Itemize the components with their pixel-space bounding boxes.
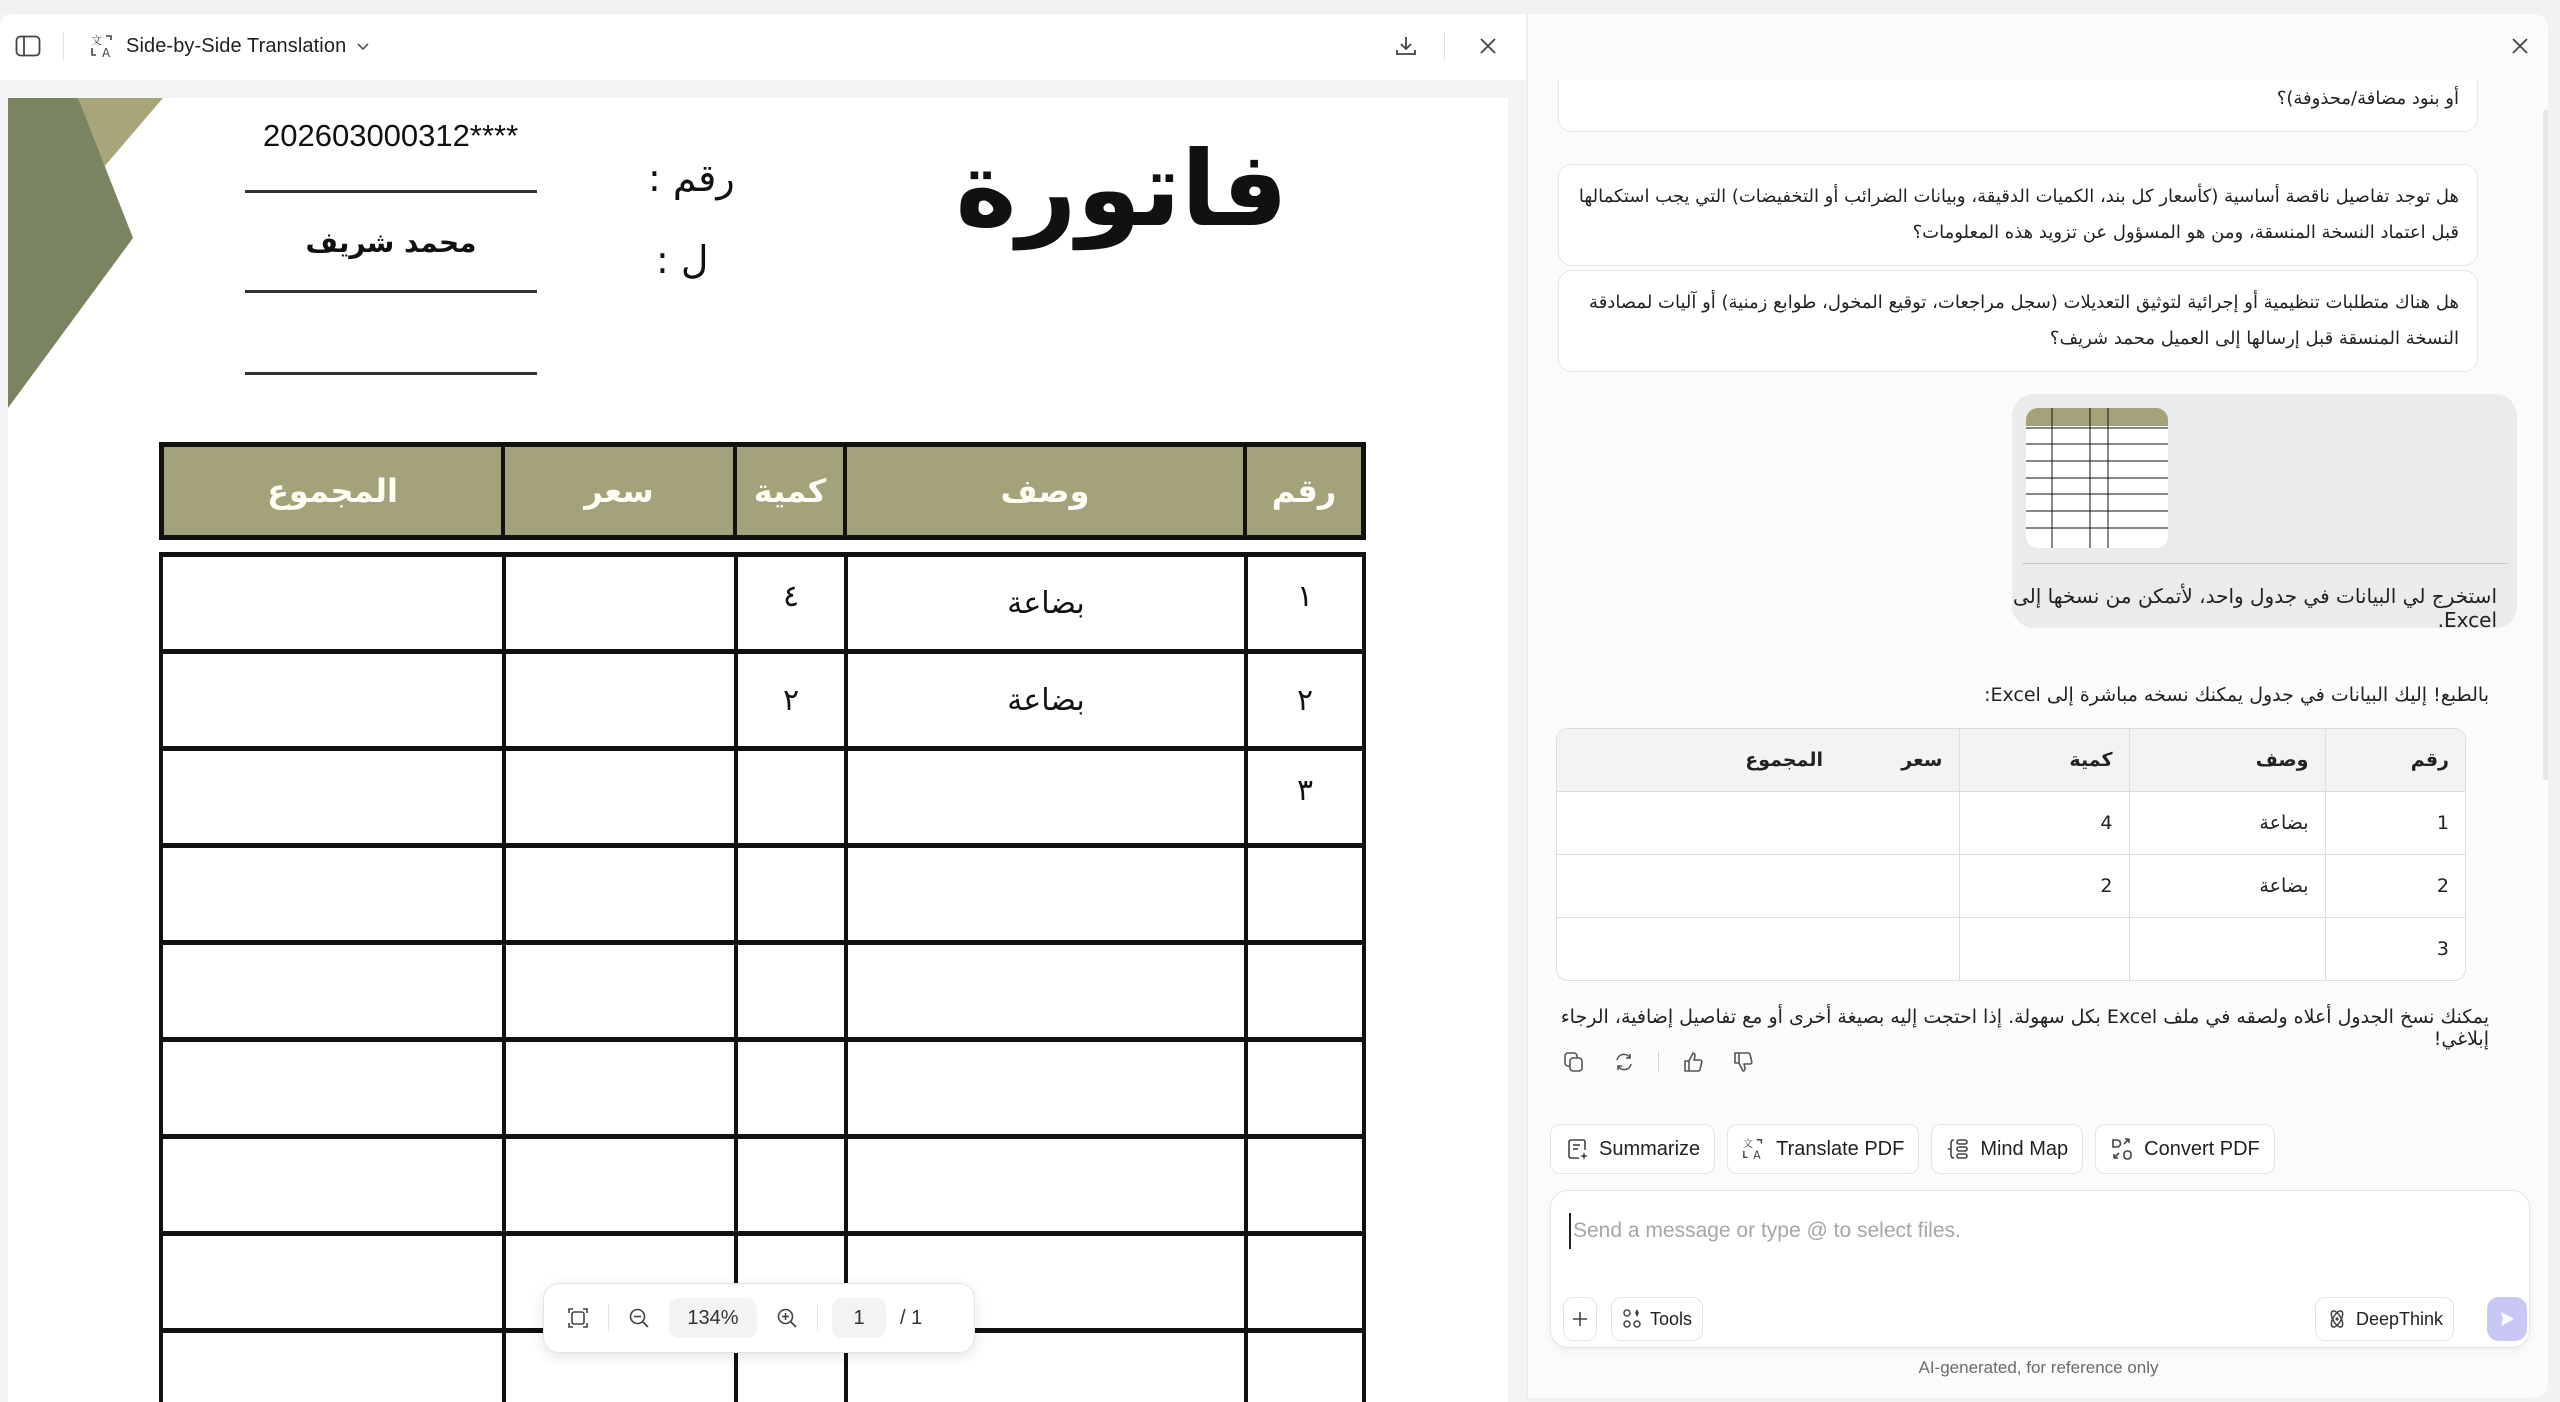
table-row (159, 940, 1366, 1037)
cell-description (844, 848, 1244, 940)
translate-pdf-label: Translate PDF (1776, 1137, 1905, 1160)
invoice-table-body (159, 552, 1366, 1402)
invoice-table-header (159, 442, 1366, 540)
pdf-page (8, 98, 1508, 1402)
table-row (159, 843, 1366, 940)
close-icon (1478, 36, 1498, 56)
invoice-number: 202603000312**** (263, 118, 519, 153)
chat-scrollbar[interactable] (2543, 110, 2548, 780)
cell-quantity: ٤ (734, 557, 844, 649)
sidebar-icon (15, 35, 41, 57)
cell-number (1244, 945, 1362, 1037)
cell-number (1244, 1236, 1362, 1328)
deepthink-toggle[interactable] (2315, 1297, 2454, 1341)
zoom-in-button[interactable] (771, 1302, 803, 1334)
page-total: / 1 (900, 1306, 923, 1329)
sidebar-toggle-button[interactable] (12, 30, 44, 62)
cell-quantity (734, 945, 844, 1037)
table-cell (1959, 917, 2129, 980)
cell-number (1244, 1333, 1362, 1402)
cell-description: بضاعة (844, 557, 1244, 649)
cell-description (844, 1139, 1244, 1231)
column-header-number: رقم (1243, 447, 1361, 535)
table-row (1557, 854, 2465, 917)
deepthink-label: DeepThink (2356, 1308, 2444, 1329)
suggested-question-text: أو بنود مضافة/محذوفة)؟ (2276, 88, 2459, 109)
message-actions (1558, 1046, 1759, 1078)
cell-total (163, 1139, 502, 1231)
summarize-button[interactable] (1550, 1124, 1715, 1174)
send-icon (2498, 1310, 2516, 1328)
suggested-question-text: هل توجد تفاصيل ناقصة أساسية (كأسعار كل بند، الكميات الدقيقة، وبيانات الضرائب أو التخفيضات) التي يجب استكمالها قبل اعتماد النسخة المنسقة، ومن هو المسؤول عن تزويد هذه المعلومات؟ (1578, 186, 2459, 243)
cell-total (163, 557, 502, 649)
column-header: المجموع (1557, 729, 1839, 791)
to-label: ل : (656, 238, 709, 282)
tools-label: Tools (1650, 1308, 1693, 1329)
fit-page-button[interactable] (562, 1302, 594, 1334)
table-cell (2129, 917, 2325, 980)
svg-text:A: A (102, 46, 111, 59)
cell-number: ١ (1244, 557, 1362, 649)
table-cell: بضاعة (2129, 791, 2325, 854)
toolbar-divider (1444, 32, 1445, 60)
message-composer (1550, 1190, 2530, 1348)
table-row (159, 1037, 1366, 1134)
translation-mode-dropdown[interactable] (90, 28, 370, 64)
ai-response-table (1556, 728, 2466, 981)
cell-quantity: ٢ (734, 654, 844, 746)
blank-underline (245, 372, 537, 375)
bubble-divider (2022, 563, 2507, 564)
quick-actions (1550, 1124, 2275, 1174)
zoom-level[interactable]: 134% (669, 1298, 757, 1338)
table-cell: 1 (2325, 791, 2465, 854)
cell-total (163, 654, 502, 746)
column-header-price: سعر (501, 447, 733, 535)
decorative-corner-shape (8, 98, 178, 418)
cell-price (502, 1042, 734, 1134)
thumbs-up-button[interactable] (1677, 1046, 1709, 1078)
cell-price (502, 945, 734, 1037)
copy-icon (1563, 1051, 1585, 1073)
table-cell: 2 (1959, 854, 2129, 917)
thumbs-down-button[interactable] (1727, 1046, 1759, 1078)
convert-pdf-button[interactable] (2095, 1124, 2275, 1174)
zoom-toolbar-divider (817, 1305, 818, 1331)
zoom-toolbar (543, 1283, 975, 1353)
ai-response-outro: يمكنك نسخ الجدول أعلاه ولصقه في ملف Excel بكل سهولة. إذا احتجت إليه بصيغة أخرى أو مع تفاصيل إضافية، الرجاء إبلاغي! (1560, 1006, 2489, 1050)
mind-map-icon (1946, 1137, 1970, 1161)
table-thumbnail-image (2026, 408, 2168, 548)
chat-panel (1527, 14, 2548, 1398)
summarize-icon (1565, 1137, 1589, 1161)
svg-text:文: 文 (91, 34, 102, 47)
mind-map-button[interactable] (1931, 1124, 2083, 1174)
table-row (159, 649, 1366, 746)
chevron-down-icon (356, 41, 370, 51)
mind-map-label: Mind Map (1980, 1137, 2069, 1160)
cell-price (502, 1139, 734, 1231)
table-row (159, 1134, 1366, 1231)
pdf-canvas[interactable] (0, 80, 1526, 1402)
cell-total (163, 1333, 502, 1402)
thumbs-down-icon (1732, 1051, 1754, 1073)
cell-quantity (734, 1042, 844, 1134)
tools-icon (1622, 1308, 1644, 1330)
summarize-label: Summarize (1599, 1137, 1701, 1160)
cell-price (502, 751, 734, 843)
chat-messages[interactable] (1528, 80, 2548, 1120)
download-icon (1394, 34, 1418, 58)
table-row (1557, 917, 2465, 980)
message-input[interactable] (1569, 1213, 2509, 1249)
cell-total (163, 848, 502, 940)
cell-quantity (734, 751, 844, 843)
user-message-text: استخرج لي البيانات في جدول واحد، لأتمكن من نسخها إلى Excel. (2013, 584, 2497, 632)
copy-button[interactable] (1558, 1046, 1590, 1078)
attached-image-thumbnail[interactable] (2026, 408, 2168, 548)
download-button[interactable] (1390, 30, 1422, 62)
cell-quantity (734, 1139, 844, 1231)
column-header-total: المجموع (267, 472, 398, 510)
suggested-question-text: هل هناك متطلبات تنظيمية أو إجرائية لتوثيق التعديلات (سجل مراجعات، توقيع المخول، طوابع زمنية) أو آليات لمصادقة النسخة المنسقة قبل إرسالها إلى العميل محمد شريف؟ (1589, 292, 2459, 349)
plus-icon (1571, 1310, 1589, 1328)
ai-disclaimer: AI-generated, for reference only (1918, 1358, 2159, 1377)
pdf-toolbar (0, 14, 1526, 80)
send-button[interactable] (2487, 1297, 2527, 1341)
cell-number: ٢ (1244, 654, 1362, 746)
fit-page-icon (567, 1307, 589, 1329)
zoom-out-icon (628, 1307, 650, 1329)
user-message (2012, 394, 2517, 632)
cell-number (1244, 1139, 1362, 1231)
cell-price (502, 557, 734, 649)
cell-number (1244, 848, 1362, 940)
client-name: محمد شريف (305, 226, 477, 259)
table-cell: 2 (2325, 854, 2465, 917)
close-pdf-button[interactable] (1472, 30, 1504, 62)
table-cell: 4 (1959, 791, 2129, 854)
svg-text:A: A (1753, 1149, 1761, 1161)
table-row (1557, 791, 2465, 854)
number-underline (245, 190, 537, 193)
actions-divider (1658, 1051, 1659, 1073)
suggested-question[interactable] (1558, 80, 2478, 132)
table-cell (1557, 854, 1959, 917)
cell-description (844, 751, 1244, 843)
close-icon (2510, 36, 2530, 56)
thumbs-up-icon (1682, 1051, 1704, 1073)
cell-number (1244, 1042, 1362, 1134)
translate-pdf-button[interactable] (1727, 1124, 1919, 1174)
page-number-input[interactable]: 1 (832, 1298, 886, 1338)
pdf-viewer-panel (0, 14, 1526, 1402)
column-header-description: وصف (843, 447, 1243, 535)
cell-description (844, 945, 1244, 1037)
zoom-toolbar-divider (608, 1305, 609, 1331)
toolbar-divider (63, 32, 64, 60)
column-header: رقم (2325, 729, 2465, 791)
translation-mode-label: Side-by-Side Translation (126, 34, 347, 57)
cell-total (163, 751, 502, 843)
translate-icon (90, 33, 116, 59)
table-row (159, 746, 1366, 843)
cell-total (163, 1236, 502, 1328)
atom-icon (2326, 1308, 2348, 1330)
ai-response-intro: بالطبع! إليك البيانات في جدول يمكنك نسخه مباشرة إلى Excel: (1984, 684, 2489, 706)
invoice-title: فاتورة (955, 128, 1288, 250)
attach-button[interactable] (1563, 1297, 1597, 1341)
column-header: كمية (1959, 729, 2129, 791)
cell-total (163, 1042, 502, 1134)
convert-icon (2110, 1137, 2134, 1161)
table-cell (1557, 917, 1959, 980)
cell-price (502, 848, 734, 940)
svg-text:文: 文 (1743, 1139, 1754, 1151)
column-header-quantity: كمية (733, 447, 843, 535)
cell-number: ٣ (1244, 751, 1362, 843)
table-row (159, 552, 1366, 649)
cell-description: بضاعة (844, 654, 1244, 746)
cell-description (844, 1042, 1244, 1134)
number-label: رقم : (648, 156, 735, 200)
cell-total (163, 945, 502, 1037)
tools-button[interactable] (1611, 1297, 1703, 1341)
suggested-question[interactable] (1558, 270, 2478, 372)
suggested-question[interactable] (1558, 164, 2478, 266)
convert-pdf-label: Convert PDF (2144, 1137, 2260, 1160)
zoom-out-button[interactable] (623, 1302, 655, 1334)
close-chat-button[interactable] (2504, 30, 2536, 62)
column-header: وصف (2129, 729, 2325, 791)
column-header: سعر (1839, 729, 1959, 791)
table-cell: بضاعة (2129, 854, 2325, 917)
translate-icon (1742, 1137, 1766, 1161)
table-cell (1557, 791, 1959, 854)
refresh-icon (1613, 1051, 1635, 1073)
regenerate-button[interactable] (1608, 1046, 1640, 1078)
zoom-in-icon (776, 1307, 798, 1329)
table-cell: 3 (2325, 917, 2465, 980)
client-underline (245, 290, 537, 293)
cell-quantity (734, 848, 844, 940)
cell-price (502, 654, 734, 746)
